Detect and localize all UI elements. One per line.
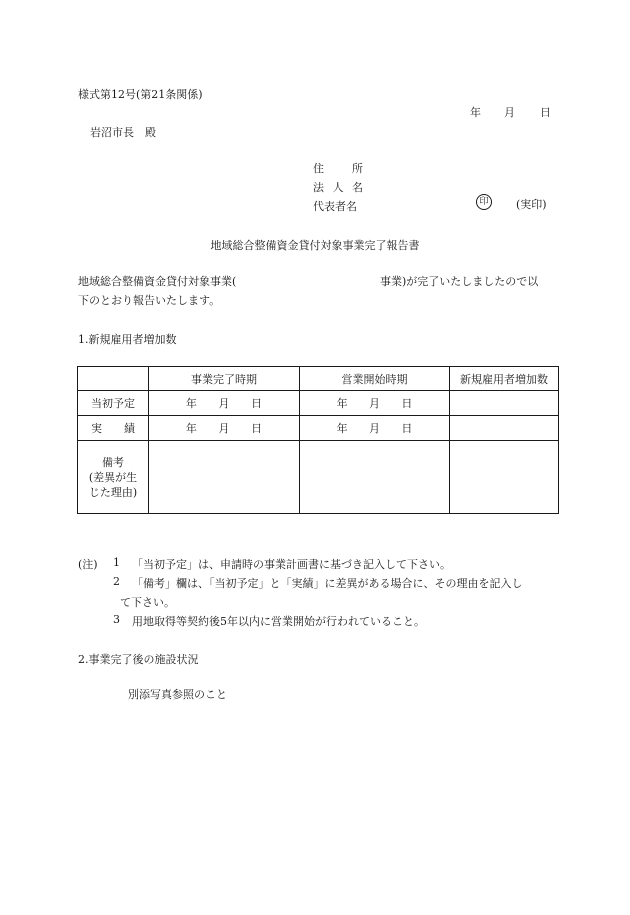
corporation-name-label: 法 人 名	[313, 181, 363, 194]
form-number: 様式第12号(第21条関係)	[78, 88, 203, 101]
actual-new-employees[interactable]	[450, 416, 559, 441]
row-label-actual: 実 績	[78, 416, 149, 441]
actual-completion-date[interactable]: 年 月 日	[149, 416, 300, 441]
note-3-number: 3	[113, 613, 120, 626]
body-line-2: 下のとおり報告いたします。	[78, 294, 221, 307]
seal-icon: 印	[476, 194, 492, 210]
note-1-number: 1	[113, 556, 120, 569]
planned-completion-date[interactable]: 年 月 日	[149, 391, 300, 416]
addressee: 岩沼市長 殿	[90, 126, 156, 139]
body-line-1-end: 事業)が完了いたしましたので以	[380, 275, 539, 288]
employment-table	[77, 366, 559, 514]
table-header-completion: 事業完了時期	[149, 367, 300, 391]
address-label: 住 所	[313, 162, 363, 175]
actual-opening-date[interactable]: 年 月 日	[300, 416, 450, 441]
seal-note: (実印)	[516, 198, 547, 211]
notes-prefix: (注)	[78, 558, 98, 571]
remarks-new-employees[interactable]	[450, 441, 559, 514]
document-title: 地域総合整備資金貸付対象事業完了報告書	[210, 239, 420, 252]
note-1-text: 「当初予定」は、申請時の事業計画書に基づき記入して下さい。	[132, 558, 451, 571]
table-header-new-employees: 新規雇用者増加数	[450, 367, 559, 391]
planned-new-employees[interactable]	[450, 391, 559, 416]
section-2-text: 別添写真参照のこと	[128, 688, 227, 701]
remarks-opening[interactable]	[300, 441, 450, 514]
table-row	[78, 441, 559, 514]
table-header-opening: 営業開始時期	[300, 367, 450, 391]
note-2-continuation: て下さい。	[120, 596, 175, 609]
row-label-remarks: 備考 (差異が生 じた理由)	[78, 441, 149, 514]
section-2-heading: 2.事業完了後の施設状況	[78, 653, 199, 666]
section-1-heading: 1.新規雇用者増加数	[78, 333, 177, 346]
representative-label: 代表者名	[313, 200, 357, 213]
row-label-planned: 当初予定	[78, 391, 149, 416]
date-month-label: 月	[504, 106, 515, 119]
body-line-1-start: 地域総合整備資金貸付対象事業(	[78, 275, 237, 288]
note-3-text: 用地取得等契約後5年以内に営業開始が行われていること。	[132, 615, 425, 628]
table-header-row	[78, 367, 559, 391]
table-row	[78, 416, 559, 441]
remarks-completion[interactable]	[149, 441, 300, 514]
date-year-label: 年	[470, 106, 481, 119]
table-header-cell	[78, 367, 149, 391]
note-2-number: 2	[113, 575, 120, 588]
date-day-label: 日	[540, 106, 551, 119]
table-row	[78, 391, 559, 416]
note-2-text: 「備考」欄は、「当初予定」と「実績」に差異がある場合に、その理由を記入し	[132, 577, 523, 590]
planned-opening-date[interactable]: 年 月 日	[300, 391, 450, 416]
